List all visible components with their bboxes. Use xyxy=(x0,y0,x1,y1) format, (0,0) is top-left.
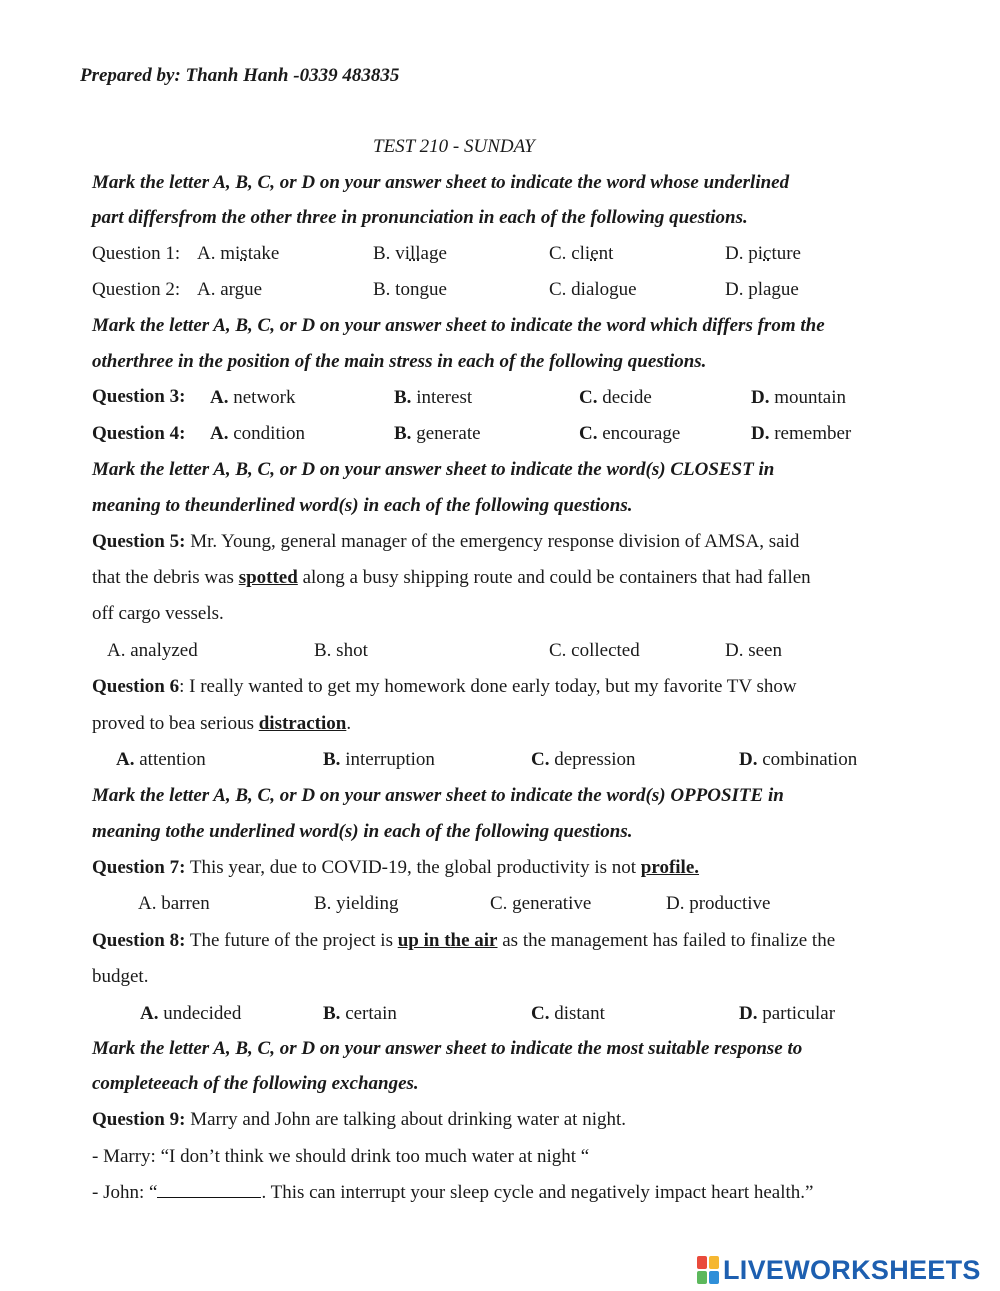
logo-block xyxy=(697,1256,707,1269)
instruction-pronunciation-1: Mark the letter A, B, C, or D on your answer sheet to indicate the word whose underlined xyxy=(92,172,790,193)
option-text: generate xyxy=(416,423,481,444)
option-text: attention xyxy=(139,749,206,770)
q3-option-d[interactable] xyxy=(751,386,846,410)
option-part: ture xyxy=(771,243,801,264)
option-letter: C. xyxy=(579,387,598,408)
instruction-response-2: completeeach of the following exchanges. xyxy=(92,1073,419,1094)
q1-option-c[interactable] xyxy=(549,242,613,266)
underlined-part: s xyxy=(240,243,248,264)
option-letter: D. xyxy=(751,387,770,408)
q5-option-d[interactable]: D. seen xyxy=(725,640,782,661)
option-text: mountain xyxy=(774,387,847,408)
option-letter: D. xyxy=(739,1003,758,1024)
question-5-stem-2 xyxy=(92,566,811,590)
q7-option-c[interactable]: C. generative xyxy=(490,893,592,914)
q8-option-d[interactable] xyxy=(739,1002,835,1026)
question-8-stem-1 xyxy=(92,929,835,953)
q2-option-d[interactable]: D. plague xyxy=(725,279,799,300)
instruction-response-1: Mark the letter A, B, C, or D on your answer sheet to indicate the most suitable response to xyxy=(92,1038,803,1059)
q8-option-b[interactable] xyxy=(323,1002,397,1026)
q6-keyword: distraction xyxy=(258,713,347,734)
q4-option-c[interactable] xyxy=(579,422,680,446)
option-letter: C. xyxy=(531,1003,550,1024)
q6-option-b[interactable] xyxy=(323,748,435,772)
test-title: TEST 210 - SUNDAY xyxy=(373,136,535,157)
option-text: certain xyxy=(345,1003,397,1024)
instruction-opposite-2: meaning tothe underlined word(s) in each of the following questions. xyxy=(92,821,633,842)
q5-option-c[interactable]: C. collected xyxy=(549,640,640,661)
option-part: vi xyxy=(395,243,410,264)
option-part: age xyxy=(420,243,447,264)
instruction-closest-2: meaning to theunderlined word(s) in each of the following questions. xyxy=(92,495,633,516)
option-letter: D. xyxy=(725,243,744,264)
dialogue-text: . This can interrupt your sleep cycle and negatively impact heart health.” xyxy=(261,1182,814,1203)
question-text: as the management has failed to finalize the xyxy=(497,930,836,951)
q2-option-a[interactable]: A. argue xyxy=(197,279,263,300)
underlined-part: c xyxy=(763,243,772,264)
question-6-stem-1 xyxy=(92,675,797,699)
question-6-text: : I really wanted to get my homework done early today, but my favorite TV show xyxy=(179,676,797,697)
instruction-stress-1: Mark the letter A, B, C, or D on your answer sheet to indicate the word which differs from the xyxy=(92,315,825,336)
option-text: encourage xyxy=(602,423,681,444)
question-9-stem xyxy=(92,1108,626,1132)
question-3-label: Question 3: xyxy=(92,386,186,407)
q6-option-c[interactable] xyxy=(531,748,636,772)
option-part: pi xyxy=(748,243,764,264)
option-part: nt xyxy=(598,243,614,264)
instruction-closest-1: Mark the letter A, B, C, or D on your answer sheet to indicate the word(s) CLOSEST in xyxy=(92,459,775,480)
liveworksheets-logo xyxy=(697,1255,981,1285)
question-8-text: The future of the project is xyxy=(185,930,398,951)
option-letter: A. xyxy=(116,749,135,770)
q5-keyword: spotted xyxy=(238,567,298,588)
question-8-label: Question 8: xyxy=(92,930,186,951)
q6-option-a[interactable] xyxy=(116,748,206,772)
question-text: that the debris was xyxy=(92,567,239,588)
q8-option-c[interactable] xyxy=(531,1002,605,1026)
option-letter: A. xyxy=(210,423,229,444)
option-text: depression xyxy=(554,749,636,770)
option-text: undecided xyxy=(163,1003,242,1024)
logo-block xyxy=(709,1256,719,1269)
instruction-opposite-1: Mark the letter A, B, C, or D on your answer sheet to indicate the word(s) OPPOSITE in xyxy=(92,785,784,806)
option-part: cli xyxy=(571,243,591,264)
q1-option-b[interactable] xyxy=(373,242,447,266)
question-7-stem xyxy=(92,856,699,880)
q2-option-c[interactable]: C. dialogue xyxy=(549,279,637,300)
option-text: interest xyxy=(416,387,473,408)
dialogue-john xyxy=(92,1181,813,1205)
logo-blocks-icon xyxy=(697,1256,719,1284)
option-text: combination xyxy=(762,749,858,770)
option-letter: B. xyxy=(323,1003,341,1024)
question-text: proved to bea serious xyxy=(92,713,259,734)
option-text: remember xyxy=(774,423,852,444)
q5-option-b[interactable]: B. shot xyxy=(314,640,368,661)
question-5-label: Question 5: xyxy=(92,531,186,552)
option-letter: B. xyxy=(373,243,391,264)
question-9-label: Question 9: xyxy=(92,1109,186,1130)
q1-option-d[interactable] xyxy=(725,242,801,266)
question-5-stem-3: off cargo vessels. xyxy=(92,603,224,624)
option-text: interruption xyxy=(345,749,435,770)
option-letter: C. xyxy=(549,243,567,264)
question-text: . xyxy=(346,713,352,734)
option-text: particular xyxy=(762,1003,836,1024)
option-text: decide xyxy=(602,387,652,408)
option-letter: A. xyxy=(140,1003,159,1024)
underlined-part: e xyxy=(590,243,599,264)
option-letter: A. xyxy=(210,387,229,408)
option-letter: B. xyxy=(394,423,412,444)
option-letter: D. xyxy=(739,749,758,770)
option-letter: B. xyxy=(394,387,412,408)
option-letter: A. xyxy=(197,243,216,264)
q7-option-b[interactable]: B. yielding xyxy=(314,893,399,914)
q7-option-a[interactable]: A. barren xyxy=(138,893,210,914)
option-text: network xyxy=(233,387,296,408)
logo-block xyxy=(697,1271,707,1284)
question-7-text: This year, due to COVID-19, the global productivity is not xyxy=(185,857,641,878)
question-1-label: Question 1: xyxy=(92,243,181,264)
q2-option-b[interactable]: B. tongue xyxy=(373,279,447,300)
instruction-stress-2: otherthree in the position of the main stress in each of the following questions. xyxy=(92,351,707,372)
question-6-stem-2 xyxy=(92,712,351,736)
q1-option-a[interactable] xyxy=(197,242,279,266)
option-part: take xyxy=(247,243,280,264)
underlined-part: ll xyxy=(409,243,421,264)
question-6-label: Question 6 xyxy=(92,676,180,697)
question-4-label: Question 4: xyxy=(92,423,186,444)
question-5-stem-1 xyxy=(92,530,799,554)
q4-option-d[interactable] xyxy=(751,422,851,446)
q7-keyword: profile. xyxy=(640,857,700,878)
logo-block xyxy=(709,1271,719,1284)
q8-option-a[interactable] xyxy=(140,1002,241,1026)
option-part: mi xyxy=(220,243,241,264)
q7-option-d[interactable]: D. productive xyxy=(666,893,771,914)
q8-keyword: up in the air xyxy=(397,930,498,951)
q4-option-a[interactable] xyxy=(210,422,305,446)
logo-text: LIVEWORKSHEETS xyxy=(723,1254,981,1285)
instruction-pronunciation-2: part differsfrom the other three in pronunciation in each of the following questions. xyxy=(92,207,748,228)
option-letter: B. xyxy=(323,749,341,770)
question-7-label: Question 7: xyxy=(92,857,186,878)
q5-option-a[interactable]: A. analyzed xyxy=(107,640,198,661)
option-text: distant xyxy=(554,1003,605,1024)
question-5-text: Mr. Young, general manager of the emergency response division of AMSA, said xyxy=(185,531,800,552)
option-letter: C. xyxy=(531,749,550,770)
option-letter: D. xyxy=(751,423,770,444)
question-9-text: Marry and John are talking about drinking water at night. xyxy=(185,1109,627,1130)
prepared-by: Prepared by: Thanh Hanh -0339 483835 xyxy=(80,65,400,86)
question-2-label: Question 2: xyxy=(92,279,181,300)
q3-option-a[interactable] xyxy=(210,386,296,410)
q3-option-b[interactable] xyxy=(394,386,472,410)
dialogue-marry: - Marry: “I don’t think we should drink too much water at night “ xyxy=(92,1146,590,1167)
question-8-stem-2: budget. xyxy=(92,966,149,987)
q4-option-b[interactable] xyxy=(394,422,481,446)
option-text: condition xyxy=(233,423,306,444)
q6-option-d[interactable] xyxy=(739,748,857,772)
option-letter: C. xyxy=(579,423,598,444)
q3-option-c[interactable] xyxy=(579,386,652,410)
question-text: along a busy shipping route and could be containers that had fallen xyxy=(297,567,811,588)
dialogue-text: - John: “ xyxy=(92,1182,158,1203)
answer-blank[interactable] xyxy=(157,1181,261,1198)
